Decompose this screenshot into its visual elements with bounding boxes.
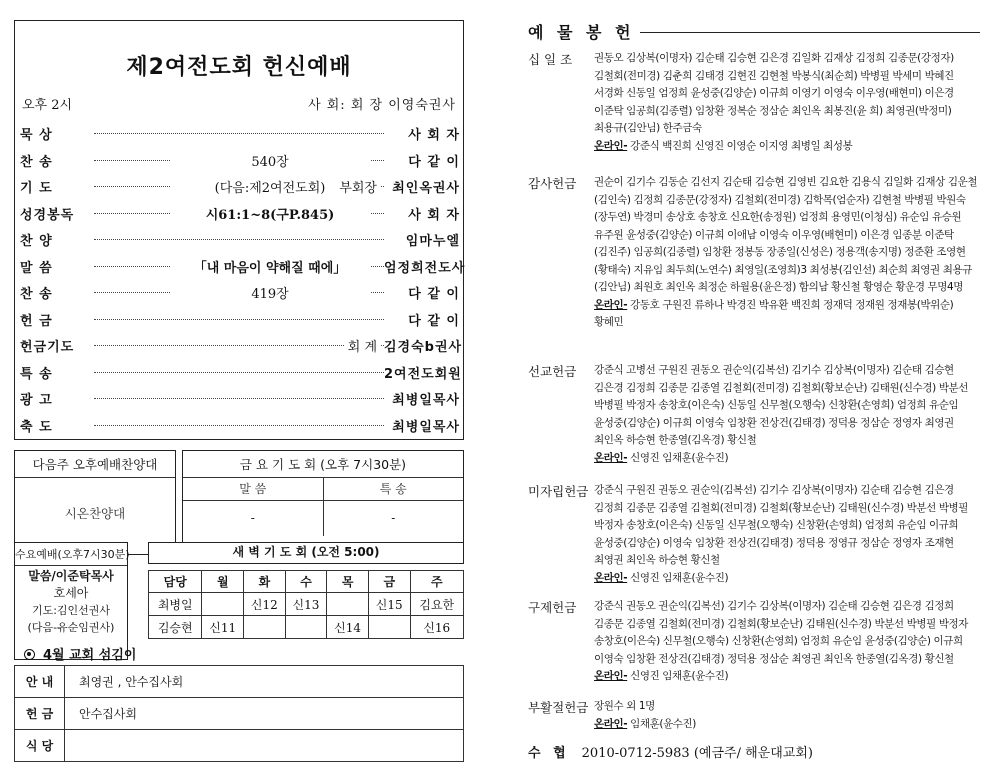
dawn-prayer-table (148, 570, 464, 639)
offering-donors (594, 174, 980, 332)
order-leader: 사 회 자 (384, 204, 460, 223)
order-label: 특 송 (20, 366, 53, 382)
online-donors: 신영진 임채훈(윤수진) (630, 571, 729, 584)
wednesday-next: (다음-유순임권사) (27, 621, 115, 634)
online-label: 온라인- (594, 298, 628, 311)
order-row (20, 257, 466, 276)
dawn-day-header: 금 (368, 571, 410, 593)
friday-col-sermon: 말 씀 (183, 478, 323, 500)
service-time: 오후 2시 (22, 98, 73, 113)
order-row (20, 204, 460, 222)
order-row (20, 363, 460, 381)
order-row (20, 416, 460, 434)
order-row (20, 336, 463, 355)
offering-online-row (594, 297, 980, 332)
order-leader: 최병일목사 (384, 416, 460, 435)
dawn-cell (285, 616, 327, 639)
order-leader-dots (94, 345, 384, 346)
online-label: 온라인- (594, 571, 628, 584)
offering-donor-list: 강준식 권동오 권순익(김복선) 김기수 김상복(이명자) 김순태 김승현 김은경 김정희 김종문 김종열 김철회(전미경) 김철회(황보순난) 김태원(신수경) 박분선 박병필 박정자 송창호(이은숙) 신무철(오행숙) 신창환(손영희) 엄정희 유순임 윤성중(김양순) 이규희 이영숙 임창환 전상건(김태경) 정덕용 정삼순 최영권 최인옥 한종열(김옥경) 황신철 (594, 600, 969, 665)
wednesday-prayer: 기도:김인선권사 (31, 604, 111, 617)
choir-value: 시온찬양대 (64, 506, 126, 521)
offering-category-label: 부활절헌금 (528, 700, 589, 715)
order-leader: 2여전도회원 (384, 363, 460, 382)
dawn-cell: 김요한 (410, 593, 463, 616)
order-leader-dots (94, 398, 384, 399)
online-label: 온라인- (594, 670, 628, 682)
dawn-prayer-header: 새 벽 기 도 회 (오전 5:00) (232, 545, 380, 559)
dawn-cell: 신15 (368, 593, 410, 616)
dawn-cell (327, 593, 369, 616)
bank-account: 2010-0712-5983 (예금주/ 해운대교회) (581, 746, 813, 761)
order-leader-dots (94, 239, 384, 240)
order-detail: 시61:1~8(구P.845) (170, 204, 370, 223)
online-donors: 임채훈(윤수진) (630, 717, 696, 730)
offerings-title: 예 물 봉 헌 (528, 23, 635, 42)
dawn-cell (244, 616, 286, 639)
order-row (20, 124, 460, 142)
order-label: 헌금기도 (20, 340, 75, 355)
bank-info (528, 742, 813, 761)
dawn-day-header: 수 (285, 571, 327, 593)
dawn-cell (368, 616, 410, 639)
dawn-day-header: 월 (202, 571, 244, 593)
order-row (20, 177, 460, 195)
offering-donors (594, 482, 980, 587)
april-label: 식 당 (15, 730, 65, 762)
order-label: 묵 상 (20, 128, 53, 143)
order-row (20, 151, 460, 169)
friday-prayer-box (182, 450, 464, 555)
order-label: 말 씀 (20, 260, 53, 276)
offering-online-row (594, 716, 980, 734)
dawn-day-header: 목 (327, 571, 369, 593)
wednesday-preacher: 말씀/이준탁목사 (28, 569, 114, 583)
friday-col-special: 특 송 (323, 478, 463, 500)
wednesday-header: 수요예배(오후7시30분) (15, 543, 127, 566)
april-value (65, 730, 464, 762)
choir-box (14, 450, 176, 555)
order-label: 헌 금 (20, 313, 53, 329)
order-leader: 김경숙b권사 (384, 336, 460, 355)
april-label: 헌 금 (15, 698, 65, 730)
order-detail: 「내 마음이 약해질 때에」 (170, 257, 370, 276)
order-leader: 최인옥권사 (384, 177, 460, 196)
order-leader: 사 회 자 (384, 124, 460, 143)
offering-online-row (594, 138, 980, 156)
order-label: 찬 송 (20, 154, 53, 170)
offering-donor-list: 권동오 김상복(이명자) 김순태 김승현 김은경 김일화 김재상 김정희 김종문(강정자) 김철회(전미경) 김춘희 김태경 김현진 김현철 박봉식(최순희) 박병필 박세미 박혜진 서경화 신동일 엄정희 윤성중(김양순) 이규희 이영기 이영숙 이우영(배현미) 이은경 이준탁 임공희(김종렬) 임창환 정복순 정삼순 최인옥 최봉진(윤 희) 최영권(박정미) 최용규(김안님) 한주금숙 (594, 52, 954, 134)
april-service-table (14, 665, 464, 762)
offering-donors (594, 698, 980, 733)
online-donors: 신영진 임채훈(윤수진) (630, 451, 729, 464)
bank-label: 수 협 (528, 746, 570, 761)
bullet-icon (24, 649, 35, 660)
friday-prayer-header: 금 요 기 도 회 (오후 7시30분) (183, 451, 463, 478)
friday-val-special: - (323, 500, 463, 536)
offering-donors (594, 362, 980, 467)
offering-donor-list: 권순이 김기수 김동순 김선지 김순태 김승현 김영빈 김요한 김용식 김일화 김재상 김운철(김인숙) 김정희 김종문(강정자) 김철회(전미경) 김학목(엄순자) 김현철 박병필 박원숙(장두연) 박경미 송상호 송창호 신요한(송정원) 엄정희 용영민(이청심) 유순임 유승원 유주원 윤성중(김양순) 이규희 이애남 이영숙 이우영(배현미) 이은경 임종분 이준탁(김진주) 임공희(김종렬) 임창환 정봉동 장종일(신성은) 정용객(송지명) 정준환 조영현(황태숙) 지유임 최두희(노연수) 최영일(조영희)3 최성봉(김인선) 최순희 최영권 최용규(김안님) 최원호 최인옥 최정순 하월용(윤은정) 함의남 황신철 황영순 황운경 무명4명 (594, 176, 978, 293)
offering-donor-list: 강준식 고병선 구원진 권동오 권순익(김복선) 김기수 김상복(이명자) 김순태 김승현 김은경 김정희 김종문 김종열 김철회(전미경) 김철회(황보순난) 김태원(신수경) 박분선 박병필 박정자 송창호(이은숙) 신동일 신무철(오행숙) 신창환(손영희) 엄정희 유순임 윤성중(김양순) 이규희 이영숙 임창환 전상건(김태경) 정덕용 정삼순 정영자 최영권 최인옥 하승현 한종열(김옥경) 황신철 (594, 364, 969, 446)
dawn-day-header: 화 (244, 571, 286, 593)
offerings-title-rule (640, 32, 980, 33)
online-label: 온라인- (594, 451, 628, 464)
online-donors: 신영진 임채훈(윤수진) (630, 670, 729, 682)
order-label: 축 도 (20, 419, 53, 435)
april-value: 안수집사회 (65, 698, 464, 730)
online-label: 온라인- (594, 717, 628, 730)
offering-category-label: 십 일 조 (528, 52, 573, 67)
dawn-cell: 김승현 (149, 616, 202, 639)
order-label: 광 고 (20, 393, 53, 408)
dawn-day-header: 주 (410, 571, 463, 593)
dawn-prayer-header-box (148, 542, 464, 564)
order-role: 회 계 (345, 336, 380, 355)
offering-category-label: 구제헌금 (528, 600, 577, 615)
order-detail: 419장 (170, 283, 370, 302)
order-label: 찬 송 (20, 287, 53, 302)
dawn-cell (202, 593, 244, 616)
offering-donors (594, 598, 980, 686)
dawn-cell: 최병일 (149, 593, 202, 616)
order-row (20, 283, 460, 301)
order-leader: 최병일목사 (384, 389, 460, 408)
order-leader-dots (94, 133, 384, 134)
order-row (20, 310, 460, 328)
april-row (15, 730, 464, 762)
order-leader: 임마누엘 (384, 230, 460, 249)
online-label: 온라인- (594, 139, 628, 152)
order-leader-dots (94, 319, 384, 320)
order-leader: 다 같 이 (384, 151, 460, 170)
order-leader-dots (94, 425, 384, 426)
order-leader: 다 같 이 (384, 310, 460, 329)
offering-category-label: 선교헌금 (528, 364, 577, 379)
offering-category-label: 감사헌금 (528, 176, 577, 191)
dawn-row (149, 593, 464, 616)
order-leader-dots (94, 372, 384, 373)
wednesday-book: 호세아 (53, 586, 89, 600)
wednesday-box (14, 542, 128, 660)
choir-header: 다음주 오후예배찬양대 (15, 451, 175, 478)
april-value: 최영권 , 안수집사회 (65, 666, 464, 698)
page-title: 제2여전도회 헌신예배 (126, 55, 352, 80)
dawn-day-header: 담당 (149, 571, 202, 593)
april-row (15, 698, 464, 730)
friday-prayer-table (183, 478, 463, 536)
dawn-cell: 신13 (285, 593, 327, 616)
april-label: 안 내 (15, 666, 65, 698)
order-row (20, 230, 460, 248)
order-role: 부회장 (336, 177, 380, 196)
dawn-cell: 신11 (202, 616, 244, 639)
offering-donors (594, 50, 980, 155)
dawn-row (149, 616, 464, 639)
offering-donor-list: 강준식 구원진 권동오 권순익(김복선) 김기수 김상복(이명자) 김순태 김승현 김은경 김정희 김종문 김종열 김철회(전미경) 김철회(황보순난) 김태원(신수경) 박분선 박병필 박정자 송창호(이은숙) 신동일 신무철(오행숙) 신창환(손영희) 엄정희 유순임 이규희 윤성중(김양순) 이영숙 임창환 전상건(김태경) 정덕용 정영규 정삼순 정영자 조재현 최영권 최인옥 하승현 황신철 (594, 484, 969, 566)
offering-online-row (594, 668, 980, 686)
april-row (15, 666, 464, 698)
offerings-page (528, 16, 980, 771)
online-donors: 강준식 백진희 신영진 이영순 이지영 최병일 최성봉 (630, 139, 853, 152)
dawn-cell: 신14 (327, 616, 369, 639)
offering-donor-list: 장원수 외 1명 (594, 700, 655, 712)
order-leader: 다 같 이 (384, 283, 460, 302)
dawn-cell: 신16 (410, 616, 463, 639)
order-row (20, 389, 460, 407)
friday-val-sermon: - (183, 500, 323, 536)
online-donors: 강동호 구원진 류하나 박경진 박유환 백진희 정재덕 정재원 정재봉(박위순) 황혜민 (594, 298, 954, 328)
program-page (14, 20, 464, 765)
offering-online-row (594, 570, 980, 588)
order-detail: (다음:제2여전도회) (170, 177, 370, 196)
order-detail: 540장 (170, 151, 370, 170)
service-host: 사 회: 회 장 이영숙권사 (308, 98, 456, 113)
order-label: 찬 양 (20, 234, 53, 249)
offering-online-row (594, 450, 980, 468)
order-label: 기 도 (20, 181, 53, 196)
april-service-title: 4월 교회 섬김이 (43, 648, 137, 663)
offering-category-label: 미자립헌금 (528, 484, 589, 499)
april-service-title-row (24, 644, 136, 663)
order-label: 성경봉독 (20, 207, 75, 223)
dawn-cell: 신12 (244, 593, 286, 616)
order-leader: 엄정희전도사 (384, 257, 460, 276)
